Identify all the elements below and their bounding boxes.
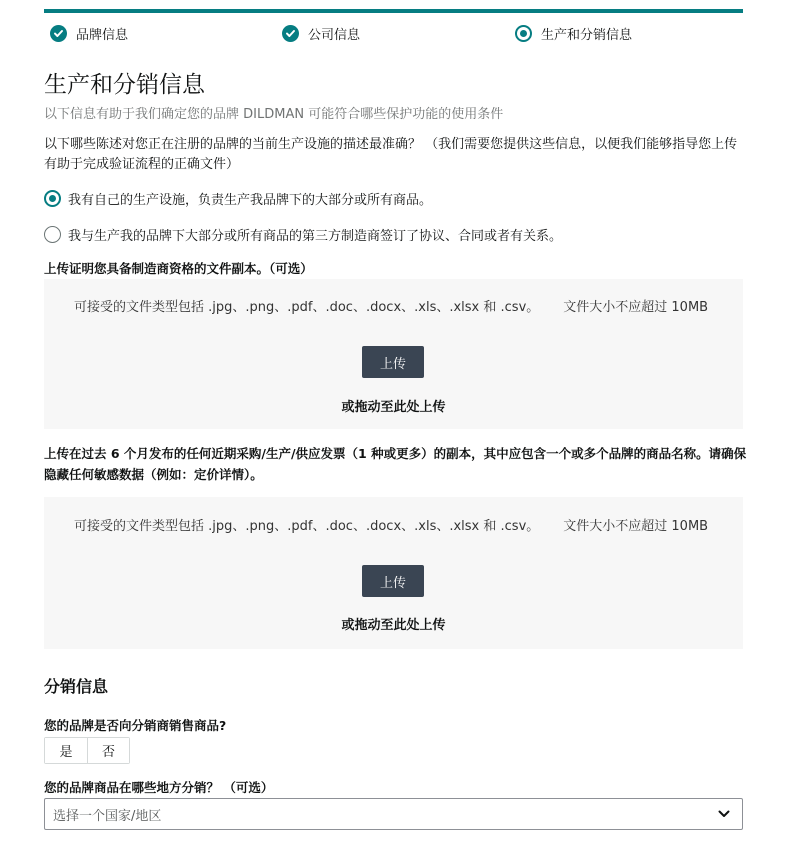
upload-label-invoices: 上传在过去 6 个月发布的任何近期采购/生产/供应发票（1 种或更多）的副本，其中应包含一个或多个品牌的商品名称。请确保隐藏任何敏感数据（例如：定价详情）。 [44,446,747,482]
yes-button[interactable]: 是 [45,738,87,763]
file-size-note: 文件大小不应超过 10MB [563,519,709,534]
file-size-note: 文件大小不应超过 10MB [563,300,709,315]
distribution-region-question: 您的品牌商品在哪些地方分销？ （可选） [44,780,274,795]
radio-current-icon [515,25,532,42]
yes-no-toggle [44,737,130,764]
page-subtitle: 以下信息有助于我们确定您的品牌 DILDMAN 可能符合哪些保护功能的使用条件 [44,107,504,122]
step-label: 品牌信息 [76,27,129,43]
radio-selected-icon[interactable] [44,190,61,207]
step-label: 公司信息 [308,27,361,43]
distributor-question: 您的品牌是否向分销商销售商品? [44,718,227,733]
check-circle-icon [282,25,299,42]
dropzone-invoices[interactable] [44,497,743,649]
step-production-distribution [515,22,632,44]
facility-question: 以下哪些陈述对您正在注册的品牌的当前生产设施的描述最准确？ （我们需要您提供这些信息，以便我们能够指导您上传有助于完成验证流程的正确文件） [44,137,738,172]
radio-unselected-icon[interactable] [44,226,61,243]
chevron-down-icon [712,802,736,826]
file-types-note: 可接受的文件类型包括 .jpg、.png、.pdf、.doc、.docx、.xls、.xlsx 和 .csv。 文件大小不应超过 10MB [74,300,709,315]
dropzone-manufacturer[interactable] [44,279,743,429]
check-circle-icon [50,25,67,42]
distribution-section-title: 分销信息 [44,677,109,696]
drag-drop-hint: 或拖动至此处上传 [341,618,446,633]
select-placeholder: 选择一个国家/地区 [53,808,162,824]
step-brand-info [50,22,128,44]
progress-bar [44,9,743,13]
country-select[interactable] [44,798,743,830]
stepper [44,22,743,44]
no-button[interactable]: 否 [87,738,129,763]
page-title: 生产和分销信息 [44,72,205,98]
option-own-facility[interactable] [44,189,432,208]
upload-label-manufacturer: 上传证明您具备制造商资格的文件副本。（可选） [44,261,313,276]
upload-button[interactable]: 上传 [362,565,424,597]
option-label: 我与生产我的品牌下大部分或所有商品的第三方制造商签订了协议、合同或者有关系。 [68,229,563,244]
step-company-info [282,22,360,44]
upload-button[interactable]: 上传 [362,346,424,378]
step-label: 生产和分销信息 [541,27,633,43]
drag-drop-hint: 或拖动至此处上传 [341,400,446,415]
file-types-note: 可接受的文件类型包括 .jpg、.png、.pdf、.doc、.docx、.xls、.xlsx 和 .csv。 文件大小不应超过 10MB [74,519,709,534]
option-label: 我有自己的生产设施，负责生产我品牌下的大部分或所有商品。 [68,193,433,208]
option-third-party-manufacturer[interactable] [44,225,562,244]
